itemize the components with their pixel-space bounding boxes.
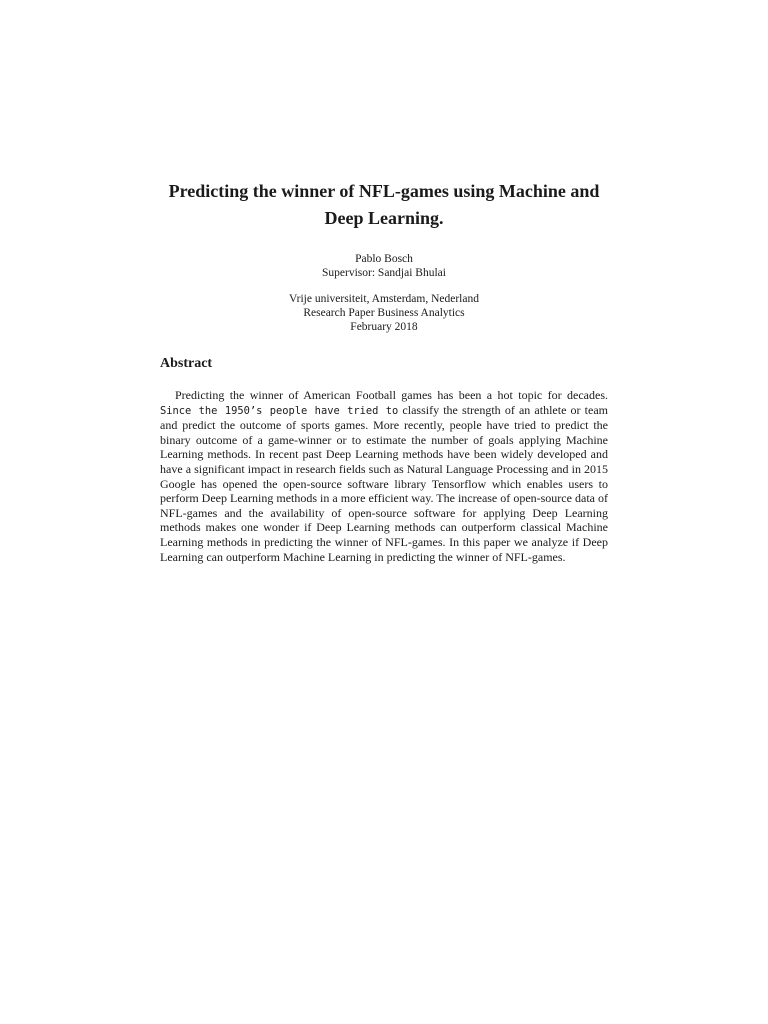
institution: Vrije universiteit, Amsterdam, Nederland bbox=[289, 293, 479, 305]
author-block bbox=[150, 252, 618, 280]
abstract-body bbox=[160, 388, 608, 564]
abstract-mono-phrase: Since the 1950’s people have tried to bbox=[160, 404, 399, 417]
abstract-heading: Abstract bbox=[160, 356, 213, 371]
program: Research Paper Business Analytics bbox=[303, 307, 465, 319]
abstract-sentence-1: Predicting the winner of American Football games has been a hot topic for decades. bbox=[175, 388, 608, 402]
paper-title bbox=[150, 178, 618, 232]
title-line-2: Deep Learning. bbox=[324, 208, 444, 228]
abstract-rest: classify the strength of an athlete or team and predict the outcome of sports games. More recently, people have tried to predict the binary outcome of a game-winner or to estimate the number of goals applying Machine Learning methods. In recent past Deep Learning methods have been widely developed and have a significant impact in research fields such as Natural Language Processing and in 2015 Google has opened the open-source software library Tensorflow which enables users to perform Deep Learning methods in a more efficient way. The increase of open-source data of NFL-games and the availability of open-source software for applying Deep Learning methods makes one wonder if Deep Learning methods can outperform classical Machine Learning methods in predicting the winner of NFL-games. In this paper we analyze if Deep Learning can outperform Machine Learning in predicting the winner of NFL-games. bbox=[160, 402, 608, 564]
author-name: Pablo Bosch bbox=[355, 253, 413, 265]
affiliation-block bbox=[150, 292, 618, 334]
title-line-1: Predicting the winner of NFL-games using Machine and bbox=[168, 181, 600, 201]
title-block bbox=[150, 178, 618, 232]
supervisor-name: Supervisor: Sandjai Bhulai bbox=[322, 267, 446, 279]
date: February 2018 bbox=[350, 321, 418, 333]
